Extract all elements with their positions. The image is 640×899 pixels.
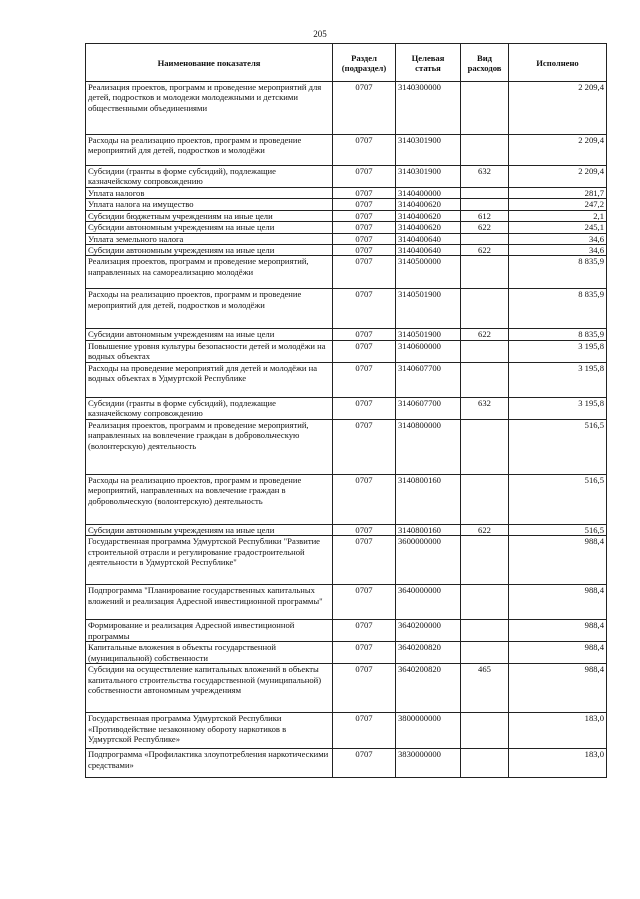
cell-target: 3600000000 bbox=[396, 536, 461, 585]
cell-expense bbox=[461, 642, 509, 664]
table-row bbox=[86, 256, 607, 289]
cell-name: Субсидии автономным учреждениям на иные цели bbox=[86, 245, 333, 256]
cell-value: 34,6 bbox=[509, 245, 607, 256]
cell-target: 3800000000 bbox=[396, 713, 461, 749]
column-header-target: Целевая статья bbox=[396, 44, 461, 82]
cell-value: 516,5 bbox=[509, 419, 607, 474]
table-row bbox=[86, 749, 607, 778]
cell-value: 988,4 bbox=[509, 620, 607, 642]
cell-target: 3640000000 bbox=[396, 585, 461, 620]
cell-name: Расходы на реализацию проектов, программ и проведение мероприятий для детей, подростков и молодёжи bbox=[86, 289, 333, 329]
cell-section: 0707 bbox=[333, 329, 396, 340]
cell-section: 0707 bbox=[333, 199, 396, 210]
cell-section: 0707 bbox=[333, 585, 396, 620]
cell-name: Формирование и реализация Адресной инвестиционной программы bbox=[86, 620, 333, 642]
cell-name: Уплата налога на имущество bbox=[86, 199, 333, 210]
cell-expense bbox=[461, 620, 509, 642]
cell-expense bbox=[461, 135, 509, 166]
cell-expense bbox=[461, 362, 509, 397]
column-header-value: Исполнено bbox=[509, 44, 607, 82]
cell-section: 0707 bbox=[333, 474, 396, 524]
cell-value: 988,4 bbox=[509, 642, 607, 664]
cell-expense bbox=[461, 82, 509, 135]
cell-expense: 632 bbox=[461, 166, 509, 188]
cell-target: 3140301900 bbox=[396, 166, 461, 188]
cell-target: 3140400000 bbox=[396, 188, 461, 199]
table-row bbox=[86, 340, 607, 362]
table-row bbox=[86, 362, 607, 397]
cell-expense bbox=[461, 585, 509, 620]
table-row bbox=[86, 664, 607, 713]
cell-target: 3140300000 bbox=[396, 82, 461, 135]
cell-name: Государственная программа Удмуртской Республики «Противодействие незаконному обороту наркотиков в Удмуртской Республике» bbox=[86, 713, 333, 749]
cell-target: 3140400620 bbox=[396, 222, 461, 233]
table-row bbox=[86, 188, 607, 199]
cell-section: 0707 bbox=[333, 233, 396, 244]
cell-value: 2,1 bbox=[509, 210, 607, 221]
column-header-section: Раздел (подраздел) bbox=[333, 44, 396, 82]
cell-target: 3640200820 bbox=[396, 664, 461, 713]
cell-value: 988,4 bbox=[509, 585, 607, 620]
cell-value: 3 195,8 bbox=[509, 340, 607, 362]
cell-value: 3 195,8 bbox=[509, 362, 607, 397]
table-row bbox=[86, 210, 607, 221]
cell-target: 3140501900 bbox=[396, 329, 461, 340]
cell-expense bbox=[461, 256, 509, 289]
cell-name: Уплата земельного налога bbox=[86, 233, 333, 244]
cell-section: 0707 bbox=[333, 256, 396, 289]
table-row bbox=[86, 397, 607, 419]
table-header-row bbox=[86, 44, 607, 82]
column-header-expense: Вид расходов bbox=[461, 44, 509, 82]
cell-value: 2 209,4 bbox=[509, 82, 607, 135]
cell-value: 183,0 bbox=[509, 713, 607, 749]
table-row bbox=[86, 419, 607, 474]
cell-value: 516,5 bbox=[509, 474, 607, 524]
cell-section: 0707 bbox=[333, 166, 396, 188]
cell-name: Уплата налогов bbox=[86, 188, 333, 199]
cell-section: 0707 bbox=[333, 419, 396, 474]
cell-expense bbox=[461, 536, 509, 585]
cell-section: 0707 bbox=[333, 135, 396, 166]
table-row bbox=[86, 329, 607, 340]
cell-value: 34,6 bbox=[509, 233, 607, 244]
cell-name: Субсидии автономным учреждениям на иные цели bbox=[86, 222, 333, 233]
table-row bbox=[86, 642, 607, 664]
cell-target: 3640200820 bbox=[396, 642, 461, 664]
cell-target: 3140400640 bbox=[396, 245, 461, 256]
cell-section: 0707 bbox=[333, 397, 396, 419]
cell-name: Реализация проектов, программ и проведение мероприятий для детей, подростков и молодежи молодежными и детскими общественными объединениями bbox=[86, 82, 333, 135]
cell-expense bbox=[461, 199, 509, 210]
table-row bbox=[86, 474, 607, 524]
cell-target: 3140500000 bbox=[396, 256, 461, 289]
cell-name: Подпрограмма «Профилактика злоупотребления наркотическими средствами» bbox=[86, 749, 333, 778]
cell-name: Капитальные вложения в объекты государственной (муниципальной) собственности bbox=[86, 642, 333, 664]
cell-target: 3140800000 bbox=[396, 419, 461, 474]
cell-expense bbox=[461, 749, 509, 778]
cell-name: Субсидии автономным учреждениям на иные цели bbox=[86, 329, 333, 340]
cell-section: 0707 bbox=[333, 82, 396, 135]
cell-target: 3140400640 bbox=[396, 233, 461, 244]
cell-expense bbox=[461, 188, 509, 199]
cell-name: Подпрограмма "Планирование государственных капитальных вложений и реализация Адресной инвестиционной программы" bbox=[86, 585, 333, 620]
cell-target: 3640200000 bbox=[396, 620, 461, 642]
cell-value: 2 209,4 bbox=[509, 135, 607, 166]
cell-expense bbox=[461, 289, 509, 329]
cell-name: Реализация проектов, программ и проведение мероприятий, направленных на самореализацию молодёжи bbox=[86, 256, 333, 289]
cell-section: 0707 bbox=[333, 664, 396, 713]
cell-section: 0707 bbox=[333, 245, 396, 256]
cell-expense bbox=[461, 419, 509, 474]
table-row bbox=[86, 536, 607, 585]
cell-name: Расходы на реализацию проектов, программ и проведение мероприятий, направленных на вовлечение граждан в добровольческую (волонтерскую) деятельность bbox=[86, 474, 333, 524]
table-row bbox=[86, 82, 607, 135]
cell-section: 0707 bbox=[333, 340, 396, 362]
cell-value: 516,5 bbox=[509, 524, 607, 535]
cell-section: 0707 bbox=[333, 222, 396, 233]
cell-expense: 622 bbox=[461, 524, 509, 535]
cell-expense: 622 bbox=[461, 245, 509, 256]
cell-value: 3 195,8 bbox=[509, 397, 607, 419]
cell-target: 3830000000 bbox=[396, 749, 461, 778]
cell-value: 245,1 bbox=[509, 222, 607, 233]
page-number: 205 bbox=[313, 29, 327, 39]
cell-value: 281,7 bbox=[509, 188, 607, 199]
cell-name: Субсидии (гранты в форме субсидий), подлежащие казначейскому сопровождению bbox=[86, 166, 333, 188]
table-row bbox=[86, 233, 607, 244]
cell-value: 8 835,9 bbox=[509, 256, 607, 289]
cell-expense: 632 bbox=[461, 397, 509, 419]
table-row bbox=[86, 135, 607, 166]
cell-section: 0707 bbox=[333, 188, 396, 199]
cell-expense: 622 bbox=[461, 222, 509, 233]
cell-name: Реализация проектов, программ и проведение мероприятий, направленных на вовлечение граждан в добровольческую (волонтерскую) деятельность bbox=[86, 419, 333, 474]
table-row bbox=[86, 620, 607, 642]
cell-value: 2 209,4 bbox=[509, 166, 607, 188]
table-row bbox=[86, 199, 607, 210]
cell-target: 3140607700 bbox=[396, 362, 461, 397]
cell-section: 0707 bbox=[333, 362, 396, 397]
cell-expense: 465 bbox=[461, 664, 509, 713]
cell-value: 988,4 bbox=[509, 536, 607, 585]
cell-target: 3140501900 bbox=[396, 289, 461, 329]
cell-target: 3140400620 bbox=[396, 210, 461, 221]
cell-target: 3140800160 bbox=[396, 474, 461, 524]
cell-target: 3140400620 bbox=[396, 199, 461, 210]
cell-section: 0707 bbox=[333, 620, 396, 642]
cell-expense bbox=[461, 713, 509, 749]
cell-section: 0707 bbox=[333, 642, 396, 664]
cell-section: 0707 bbox=[333, 289, 396, 329]
cell-target: 3140800160 bbox=[396, 524, 461, 535]
cell-target: 3140607700 bbox=[396, 397, 461, 419]
cell-name: Субсидии (гранты в форме субсидий), подлежащие казначейскому сопровождению bbox=[86, 397, 333, 419]
cell-section: 0707 bbox=[333, 749, 396, 778]
cell-section: 0707 bbox=[333, 210, 396, 221]
cell-target: 3140301900 bbox=[396, 135, 461, 166]
cell-name: Субсидии автономным учреждениям на иные цели bbox=[86, 524, 333, 535]
table-row bbox=[86, 289, 607, 329]
table-row bbox=[86, 166, 607, 188]
cell-value: 988,4 bbox=[509, 664, 607, 713]
cell-name: Повышение уровня культуры безопасности детей и молодёжи на водных объектах bbox=[86, 340, 333, 362]
cell-name: Субсидии на осуществление капитальных вложений в объекты капитального строительства государственной (муниципальной) собственности автономным учреждениям bbox=[86, 664, 333, 713]
cell-section: 0707 bbox=[333, 536, 396, 585]
cell-value: 183,0 bbox=[509, 749, 607, 778]
cell-name: Расходы на реализацию проектов, программ и проведение мероприятий для детей, подростков и молодёжи bbox=[86, 135, 333, 166]
cell-value: 8 835,9 bbox=[509, 289, 607, 329]
table-row bbox=[86, 585, 607, 620]
cell-expense bbox=[461, 340, 509, 362]
cell-section: 0707 bbox=[333, 713, 396, 749]
budget-execution-table bbox=[85, 43, 607, 778]
cell-name: Расходы на проведение мероприятий для детей и молодёжи на водных объектах в Удмуртской Республике bbox=[86, 362, 333, 397]
cell-expense: 612 bbox=[461, 210, 509, 221]
cell-name: Субсидии бюджетным учреждениям на иные цели bbox=[86, 210, 333, 221]
cell-expense bbox=[461, 233, 509, 244]
table-row bbox=[86, 245, 607, 256]
cell-target: 3140600000 bbox=[396, 340, 461, 362]
table-row bbox=[86, 524, 607, 535]
cell-expense bbox=[461, 474, 509, 524]
cell-expense: 622 bbox=[461, 329, 509, 340]
column-header-name: Наименование показателя bbox=[86, 44, 333, 82]
cell-value: 8 835,9 bbox=[509, 329, 607, 340]
table-row bbox=[86, 713, 607, 749]
cell-value: 247,2 bbox=[509, 199, 607, 210]
cell-section: 0707 bbox=[333, 524, 396, 535]
cell-name: Государственная программа Удмуртской Республики "Развитие строительной отрасли и регулирование градостроительной деятельности в Удмуртской Республике" bbox=[86, 536, 333, 585]
table-row bbox=[86, 222, 607, 233]
